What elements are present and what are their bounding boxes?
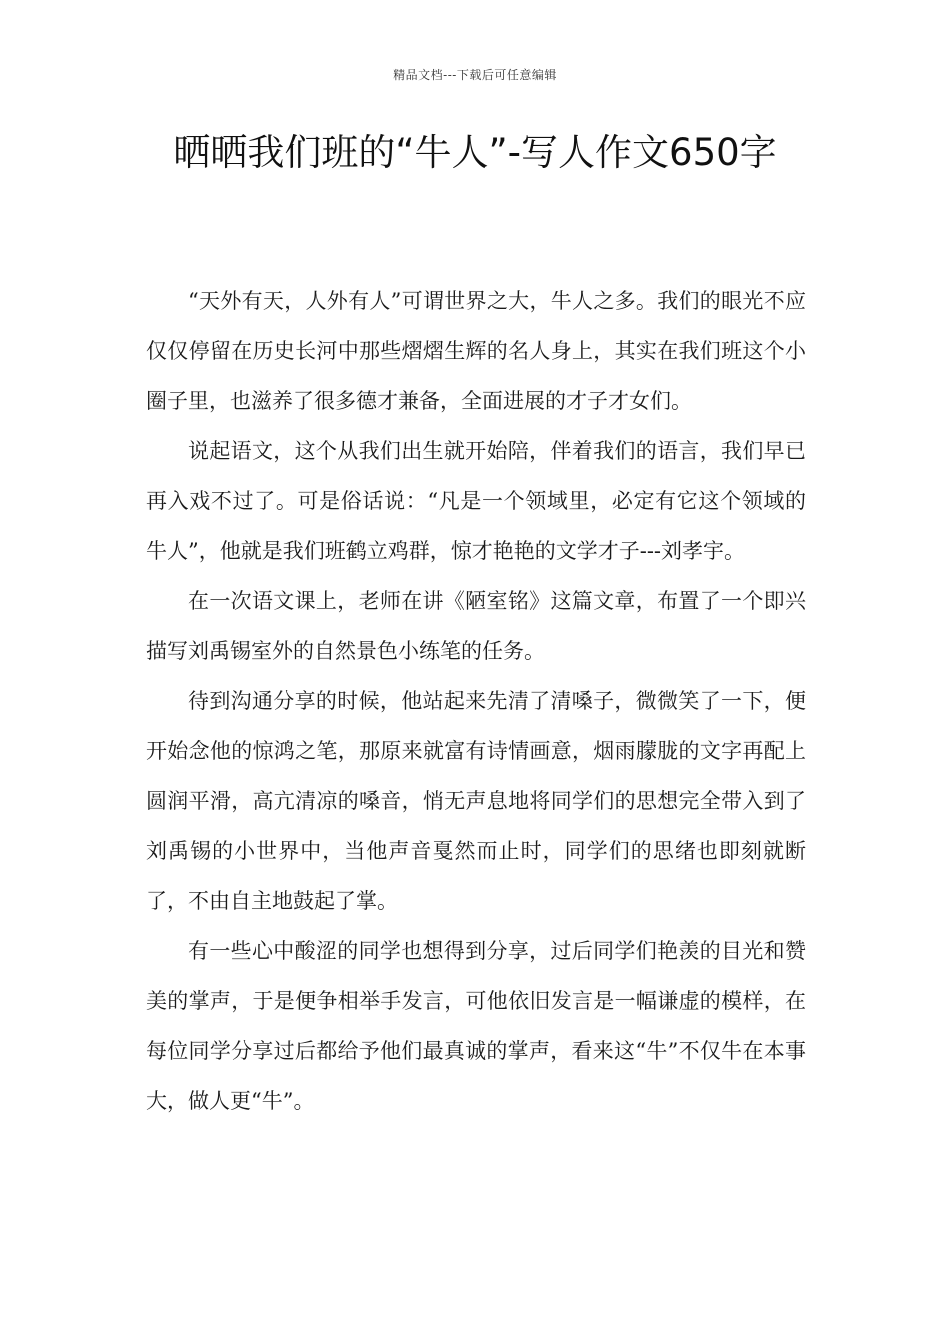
- paragraph: 在一次语文课上，老师在讲《陋室铭》这篇文章，布置了一个即兴描写刘禹锡室外的自然景色小练笔的任务。: [146, 589, 806, 663]
- article-body: [146, 276, 806, 1126]
- paragraph: 待到沟通分享的时候，他站起来先清了清嗓子，微微笑了一下，便开始念他的惊鸿之笔，那原来就富有诗情画意，烟雨朦胧的文字再配上圆润平滑，高亢清凉的嗓音，悄无声息地将同学们的思想完全带入到了刘禹锡的小世界中，当他声音戛然而止时，同学们的思绪也即刻就断了，不由自主地鼓起了掌。: [146, 689, 806, 913]
- paragraph: 有一些心中酸涩的同学也想得到分享，过后同学们艳羡的目光和赞美的掌声，于是便争相举手发言，可他依旧发言是一幅谦虚的模样，在每位同学分享过后都给予他们最真诚的掌声，看来这“牛”不仅牛在本事大，做人更“牛”。: [146, 939, 806, 1113]
- page-title: 晒晒我们班的“牛人”-写人作文650字: [173, 131, 777, 174]
- paragraph: “天外有天，人外有人”可谓世界之大，牛人之多。我们的眼光不应仅仅停留在历史长河中那些熠熠生辉的名人身上，其实在我们班这个小圈子里，也滋养了很多德才兼备，全面进展的才子才女们。: [146, 289, 806, 413]
- header-note: 精品文档---下载后可任意编辑: [393, 68, 557, 82]
- paragraph: 说起语文，这个从我们出生就开始陪，伴着我们的语言，我们早已再入戏不过了。可是俗话说：“凡是一个领域里，必定有它这个领域的牛人”，他就是我们班鹤立鸡群，惊才艳艳的文学才子---刘孝宇。: [146, 439, 806, 563]
